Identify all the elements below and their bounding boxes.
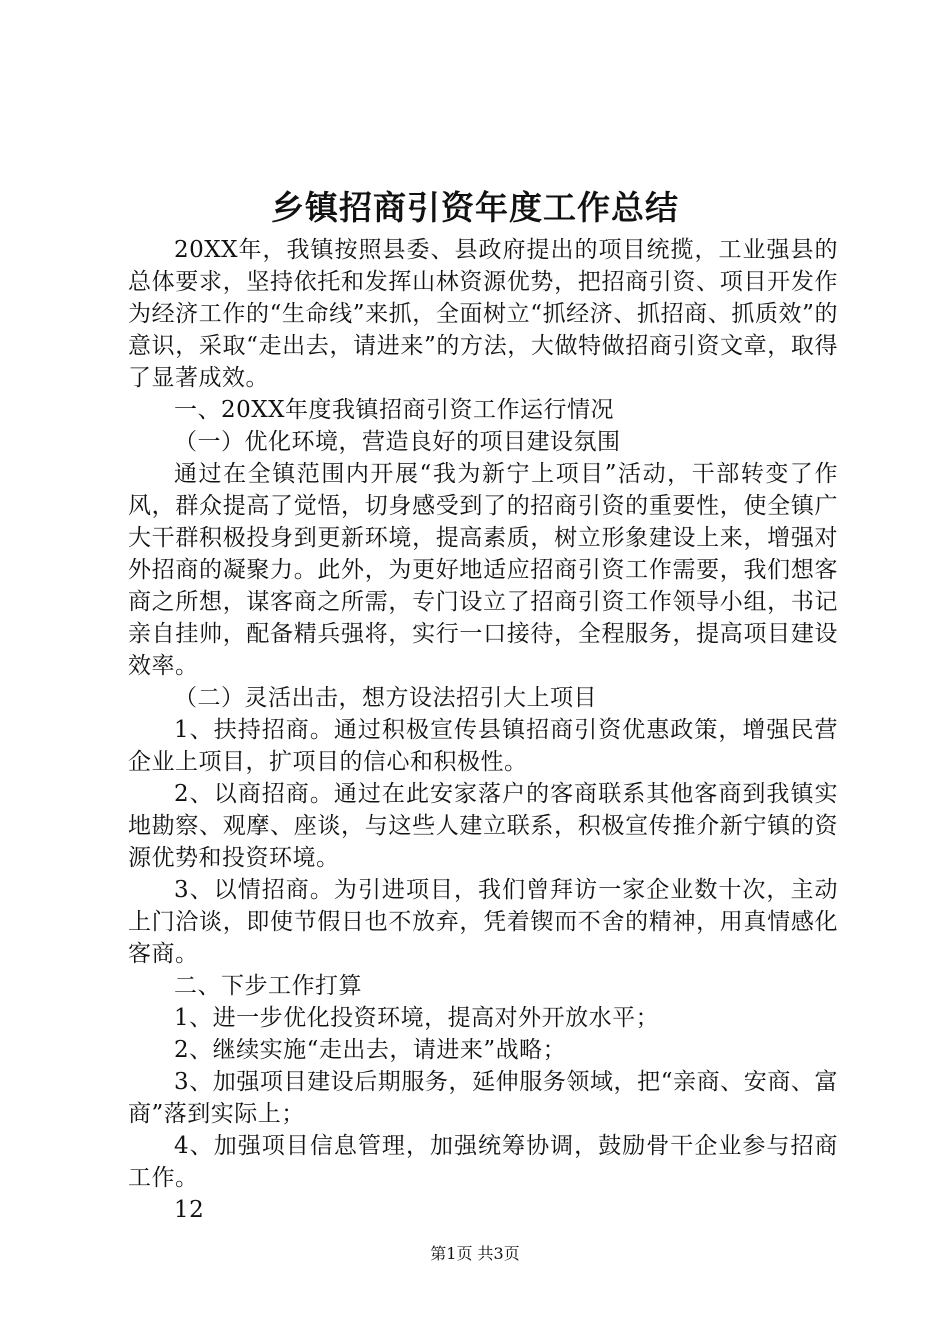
page-footer: 第1页 共3页 xyxy=(430,1244,520,1263)
heading-subsection-1: （一）优化环境，营造良好的项目建设氛围 xyxy=(174,429,621,455)
document-title: 乡镇招商引资年度工作总结 xyxy=(271,188,679,227)
paragraph-environment: 通过在全镇范围内开展“我为新宁上项目”活动，干部转变了作风，群众提高了觉悟，切身感受到了的招商引资的重要性，使全镇广大干群积极投身到更新环境，提高素质，树立形象建设上来，增强对外招商的凝聚力。此外，为更好地适应招商引资工作需要，我们想客商之所想，谋客商之所需，专门设立了招商引资工作领导小组，书记亲自挂帅，配备精兵强将，实行一口接待，全程服务，提高项目建设效率。 xyxy=(128,461,838,679)
heading-section-2: 二、下步工作打算 xyxy=(174,973,362,999)
paragraph-trailing-number: 12 xyxy=(174,1197,205,1223)
list-item-plan-4: 4、加强项目信息管理，加强统筹协调，鼓励骨干企业参与招商工作。 xyxy=(128,1133,838,1191)
heading-section-1: 一、20XX年度我镇招商引资工作运行情况 xyxy=(174,397,615,423)
list-item-sincerity-investment: 3、以情招商。为引进项目，我们曾拜访一家企业数十次，主动上门洽谈，即使节假日也不放弃，凭着锲而不舍的精神，用真情感化客商。 xyxy=(128,877,838,967)
paragraph-intro: 20XX年，我镇按照县委、县政府提出的项目统揽，工业强县的总体要求，坚持依托和发挥山林资源优势，把招商引资、项目开发作为经济工作的“生命线”来抓，全面树立“抓经济、抓招商、抓质效”的意识，采取“走出去，请进来”的方法，大做特做招商引资文章，取得了显著成效。 xyxy=(128,237,838,391)
heading-subsection-2: （二）灵活出击，想方设法招引大上项目 xyxy=(174,685,597,711)
list-item-support-investment: 1、扶持招商。通过积极宣传县镇招商引资优惠政策，增强民营企业上项目，扩项目的信心和积极性。 xyxy=(128,717,838,775)
list-item-plan-1: 1、进一步优化投资环境，提高对外开放水平； xyxy=(174,1005,660,1031)
list-item-business-investment: 2、以商招商。通过在此安家落户的客商联系其他客商到我镇实地勘察、观摩、座谈，与这些人建立联系，积极宣传推介新宁镇的资源优势和投资环境。 xyxy=(128,781,838,871)
document-body xyxy=(128,234,838,1226)
list-item-plan-3: 3、加强项目建设后期服务，延伸服务领域，把“亲商、安商、富商”落到实际上； xyxy=(128,1069,838,1127)
list-item-plan-2: 2、继续实施“走出去，请进来”战略； xyxy=(174,1037,567,1063)
